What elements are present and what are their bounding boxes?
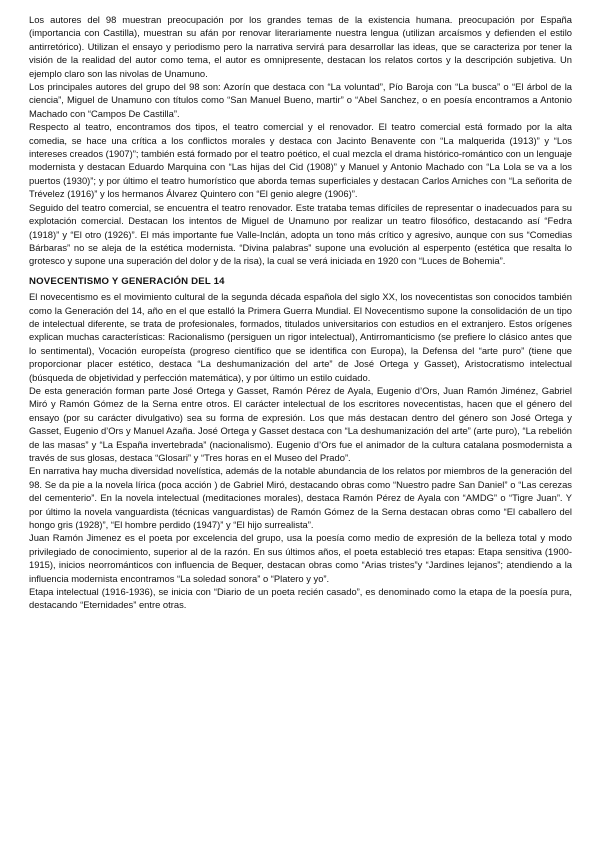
paragraph: Seguido del teatro comercial, se encuentra el teatro renovador. Este trataba temas difíciles de representar o inadecuados para su explotación comercial. Destacan los intentos de Miguel de Unamuno por realizar un teatro filosófico, destacando así “Fedra (1918)” y “El otro (1926)”. El más importante fue Valle-Inclán, adopta un tono más crítico y agresivo, aunque con sus “Comedias Bárbaras” no se aleja de la estética modernista. “Divina palabras” supone una evolución al esperpento (estética que resalta lo grotesco y supone una superación del dolor y de la risa), la cual se verá iniciada en 1920 con “Luces de Bohemia”. xyxy=(29,201,572,267)
document-page xyxy=(29,13,572,612)
paragraph: En narrativa hay mucha diversidad novelística, además de la notable abundancia de los relatos por miembros de la generación del 98. Se da pie a la novela lírica (poca acción ) de Gabriel Miró, destacando obras como “Nuestro padre San Daniel” o “Las cerezas del cementerio”. En la novela intelectual (meditaciones morales), destaca Ramón Pérez de Ayala con “AMDG” o “Tigre Juan”. Y por último la novela vanguardista (técnicas vanguardistas) de Ramón Gómez de la Serna destacan obras como “El caballero del hongo gris (1928)”, “El hombre perdido (1947)” y “El hijo surrealista”. xyxy=(29,465,572,531)
paragraph: De esta generación forman parte José Ortega y Gasset, Ramón Pérez de Ayala, Eugenio d’Ors, Juan Ramón Jiménez, Gabriel Miró y Ramón Gómez de la Serna entre otros. El carácter intelectual de los escritores novecentistas, hacen que el género del ensayo (por su carácter divulgativo) sea su forma de expresión. Los que más destacan dentro del género son José Ortega y Gasset, Eugenio d’Ors y Manuel Azaña. José Ortega y Gasset destaca con “La deshumanización del arte” (arte puro), “La rebelión de las masas” y “La España invertebrada” (nacionalismo). Eugenio d’Ors fue el animador de la cultura catalana posmodernista a través de sus glosas, destaca “Glosari” y “Tres horas en el Museo del Prado”. xyxy=(29,384,572,463)
section-heading: NOVECENTISMO Y GENERACIÓN DEL 14 xyxy=(29,275,225,287)
paragraph: El novecentismo es el movimiento cultural de la segunda década española del siglo XX, los novecentistas son conocidos también como la Generación del 14, año en el que estalló la Primera Guerra Mundial. El Novecentismo supone la consolidación de un tipo de intelectual diferente, se trata de profesionales, formados, titulados universitarios con estudios en el extranjero. Estos orígenes explican muchas características: Racionalismo (persiguen un rigor intelectual), Antirromanticismo (se prefiere lo clásico antes que lo sentimental), Vocación europeísta (progreso científico que se identifica con Europa), la Defensa del “arte puro” (tiene que proporcionar placer estético, destaca “La deshumanización del arte” de José Ortega y Gasset), Aristocratismo intelectual (búsqueda de objetividad y perfección matemática), y por último un estilo cuidado. xyxy=(29,291,572,383)
paragraph: Respecto al teatro, encontramos dos tipos, el teatro comercial y el renovador. El teatro comercial está formado por la alta comedia, se hace una crítica a los conflictos morales y destaca con Jacinto Benavente con “La malquerida (1913)” y “Los intereses creados (1907)”; también está formado por el teatro poético, el cual mezcla el drama histórico-romántico con un lenguaje modernista y destacan Eduardo Marquina con “Las hijas del Cid (1908)” y Manuel y Antonio Machado con “La Lola se va a los puertos (1930)”; y por último el teatro humorístico que aborda temas superficiales y destacan Carlos Arniches con “La señorita de Trévelez (1916)” y los hermanos Álvarez Quintero con “El genio alegre (1906)”. xyxy=(29,121,572,200)
paragraph: Los autores del 98 muestran preocupación por los grandes temas de la existencia humana. preocupación por España (importancia con Castilla), muestran su afán por renovar literariamente nuestra lengua (utilizan arcaísmos y defienden el estilo antirretórico). Utilizan el ensayo y periodismo pero la narrativa servirá para desarrollar las ideas, que se caracteriza por tener la visión de la realidad del autor como tema, el autor es omnipresente, destacan los relatos cortos y la descripción subjetiva. Un ejemplo claro son las nivolas de Unamuno. xyxy=(29,14,572,79)
paragraph: Los principales autores del grupo del 98 son: Azorín que destaca con “La voluntad”, Pío Baroja con “La busca” o “El árbol de la ciencia”, Miguel de Unamuno con títulos como “San Manuel Bueno, martir” o “Abel Sanchez, o en poesía encontramos a Antonio Machado con “Campos De Castilla”. xyxy=(29,81,572,119)
paragraph: Juan Ramón Jimenez es el poeta por excelencia del grupo, usa la poesía como medio de expresión de la belleza total y modo privilegiado de conocimiento, superior al de la razón. En sus últimos años, el poeta estableció tres etapas: Etapa sensitiva (1900-1915), inicios neorrománticos con influencia de Bequer, destacan obras como “Arias tristes”y “Jardines lejanos”; atendiendo a la influencia modernista encontramos “La soledad sonora” o “Platero y yo”. xyxy=(29,532,572,584)
paragraph: Etapa intelectual (1916-1936), se inicia con “Diario de un poeta recién casado”, es denominado como la etapa de la poesía pura, destacando “Eternidades” entre otras. xyxy=(29,586,572,611)
